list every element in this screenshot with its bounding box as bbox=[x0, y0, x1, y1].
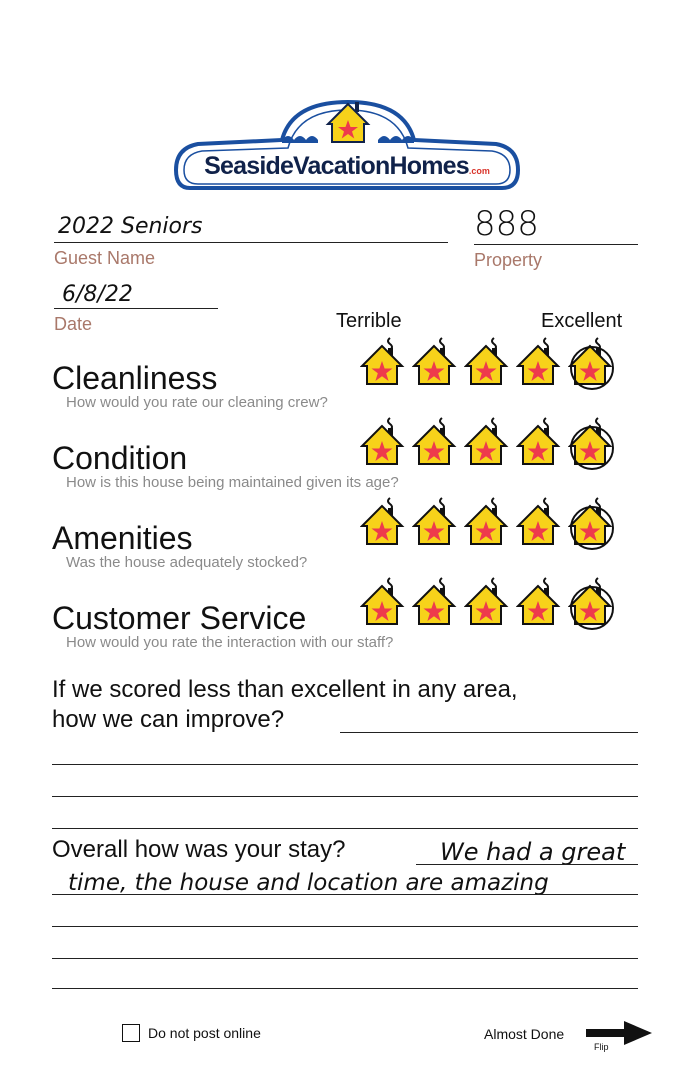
overall-question: Overall how was your stay? bbox=[52, 836, 346, 863]
guest-name-label: Guest Name bbox=[54, 248, 156, 268]
logo-wordmark: SeasideVacationHomes.com bbox=[204, 152, 490, 180]
house-star-icon[interactable] bbox=[360, 336, 408, 386]
house-star-icon[interactable] bbox=[516, 416, 564, 466]
house-star-icon[interactable] bbox=[568, 416, 616, 466]
selected-rating-circle bbox=[570, 346, 614, 390]
rating-stars[interactable] bbox=[360, 496, 616, 546]
house-star-icon[interactable] bbox=[360, 576, 408, 626]
flip-label: Flip bbox=[594, 1042, 609, 1052]
improve-answer-line-3[interactable] bbox=[52, 796, 638, 797]
house-star-icon[interactable] bbox=[568, 336, 616, 386]
do-not-post-option[interactable] bbox=[122, 1024, 261, 1042]
rating-stars[interactable] bbox=[360, 336, 616, 386]
scale-low-label: Terrible bbox=[336, 310, 402, 332]
house-star-icon[interactable] bbox=[360, 496, 408, 546]
overall-answer-line2: time, the house and location are amazing bbox=[68, 870, 549, 896]
date-label: Date bbox=[54, 314, 93, 334]
house-star-icon[interactable] bbox=[412, 416, 460, 466]
date-value: 6/8/22 bbox=[62, 282, 133, 307]
house-star-icon[interactable] bbox=[464, 576, 512, 626]
overall-answer-line1: We had a great bbox=[440, 838, 626, 866]
house-star-icon[interactable] bbox=[568, 496, 616, 546]
house-star-icon[interactable] bbox=[516, 496, 564, 546]
house-star-icon[interactable] bbox=[412, 336, 460, 386]
scale-high-label: Excellent bbox=[541, 310, 623, 332]
overall-answer-line-3[interactable] bbox=[52, 926, 638, 927]
overall-answer-line-4[interactable] bbox=[52, 958, 638, 959]
guest-name-value: 2022 Seniors bbox=[58, 214, 203, 239]
rating-title: Amenities bbox=[52, 520, 193, 556]
house-star-icon[interactable] bbox=[464, 496, 512, 546]
property-label: Property bbox=[474, 250, 543, 270]
rating-question: How would you rate our cleaning crew? bbox=[66, 394, 328, 411]
house-star-icon[interactable] bbox=[360, 416, 408, 466]
selected-rating-circle bbox=[570, 586, 614, 630]
property-value: 888 bbox=[474, 204, 539, 244]
overall-answer-line-1[interactable] bbox=[416, 864, 638, 865]
house-star-icon[interactable] bbox=[516, 336, 564, 386]
rating-stars[interactable] bbox=[360, 416, 616, 466]
rating-title: Cleanliness bbox=[52, 360, 218, 396]
brand-logo bbox=[172, 96, 522, 196]
rating-title: Condition bbox=[52, 440, 188, 476]
house-star-icon[interactable] bbox=[412, 496, 460, 546]
house-star-icon[interactable] bbox=[516, 576, 564, 626]
logo-cloud-shape bbox=[172, 96, 522, 196]
selected-rating-circle bbox=[570, 506, 614, 550]
improve-question-line2: how we can improve? bbox=[52, 706, 285, 733]
guest-name-line bbox=[54, 242, 448, 243]
property-line bbox=[474, 244, 638, 245]
overall-answer-line-5[interactable] bbox=[52, 988, 638, 989]
date-line bbox=[54, 308, 218, 309]
rating-question: How would you rate the interaction with our staff? bbox=[66, 634, 394, 651]
improve-answer-line-2[interactable] bbox=[52, 764, 638, 765]
selected-rating-circle bbox=[570, 426, 614, 470]
overall-answer-line-2[interactable] bbox=[52, 894, 638, 895]
almost-done-label: Almost Done bbox=[484, 1026, 565, 1042]
improve-question-line1: If we scored less than excellent in any area, bbox=[52, 676, 518, 703]
improve-answer-line-1[interactable] bbox=[340, 732, 638, 733]
do-not-post-checkbox[interactable] bbox=[122, 1024, 140, 1042]
do-not-post-label: Do not post online bbox=[148, 1025, 261, 1041]
house-star-icon[interactable] bbox=[412, 576, 460, 626]
rating-question: How is this house being maintained given its age? bbox=[66, 474, 399, 491]
rating-stars[interactable] bbox=[360, 576, 616, 626]
house-star-icon[interactable] bbox=[568, 576, 616, 626]
rating-question: Was the house adequately stocked? bbox=[66, 554, 308, 571]
house-star-icon[interactable] bbox=[464, 336, 512, 386]
rating-title: Customer Service bbox=[52, 600, 307, 636]
house-star-icon[interactable] bbox=[464, 416, 512, 466]
improve-answer-line-4[interactable] bbox=[52, 828, 638, 829]
